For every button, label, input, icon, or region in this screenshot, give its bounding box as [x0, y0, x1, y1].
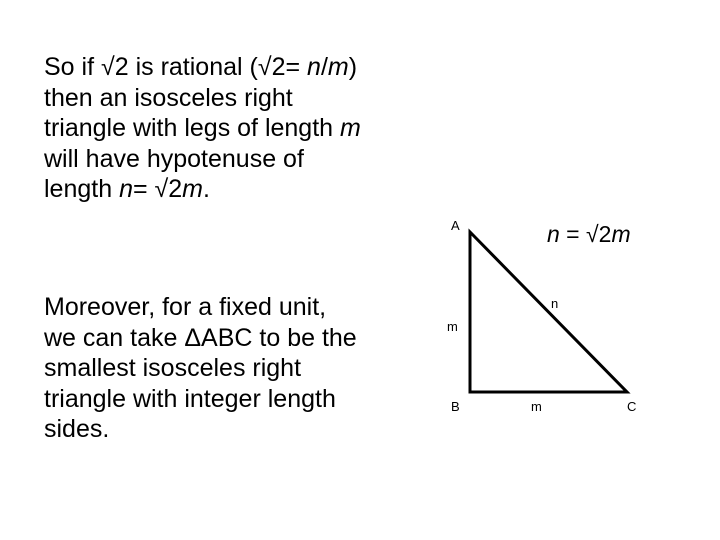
- text-run: 2: [598, 221, 612, 247]
- text-run: triangle with legs of length: [44, 114, 341, 142]
- text-run: then an isosceles right: [44, 83, 293, 112]
- text-run: length: [44, 175, 120, 203]
- text-line: [44, 174, 444, 205]
- variable-m: m: [611, 221, 631, 247]
- text-run: =: [132, 175, 155, 203]
- vertex-label-b: B: [451, 399, 460, 414]
- text-run: will have hypotenuse of: [44, 144, 304, 173]
- variable-n: n: [547, 221, 560, 247]
- vertex-label-a: A: [451, 218, 460, 233]
- text-line: triangle with integer length: [44, 384, 336, 413]
- text-run: So if: [44, 53, 101, 81]
- vertex-label-c: C: [627, 399, 637, 414]
- variable-n: n: [307, 53, 321, 81]
- text-run: .: [202, 175, 210, 203]
- variable-m: m: [182, 175, 203, 203]
- text-line: [44, 52, 444, 83]
- conclusion-paragraph: [44, 292, 444, 445]
- text-line: [44, 144, 444, 175]
- text-line: Moreover, for a fixed unit,: [44, 293, 327, 321]
- text-line: [44, 83, 444, 114]
- variable-m: m: [340, 114, 361, 142]
- text-line: sides.: [44, 415, 110, 443]
- text-run: 2=: [271, 53, 308, 81]
- variable-m: m: [327, 53, 349, 81]
- text-run: /: [320, 53, 328, 81]
- right-triangle-diagram: [430, 205, 670, 425]
- text-line: we can take ΔABC to be the: [44, 323, 357, 352]
- leg-label-vertical: m: [447, 319, 458, 334]
- sqrt-symbol: √: [257, 53, 272, 81]
- sqrt-symbol: √: [586, 221, 599, 247]
- triangle-shape: [470, 232, 627, 392]
- hypothesis-paragraph: [44, 52, 444, 205]
- sqrt-symbol: √: [154, 175, 169, 203]
- hypotenuse-label: n: [551, 296, 559, 311]
- text-line: [44, 113, 444, 144]
- text-line: smallest isosceles right: [44, 354, 302, 382]
- variable-n: n: [119, 175, 133, 203]
- equals-sign: =: [559, 221, 587, 247]
- text-run: 2: [168, 175, 183, 203]
- text-run: ): [348, 53, 358, 81]
- sqrt-symbol: √: [100, 53, 115, 81]
- leg-label-horizontal: m: [531, 399, 542, 414]
- text-run: 2 is rational (: [114, 53, 258, 81]
